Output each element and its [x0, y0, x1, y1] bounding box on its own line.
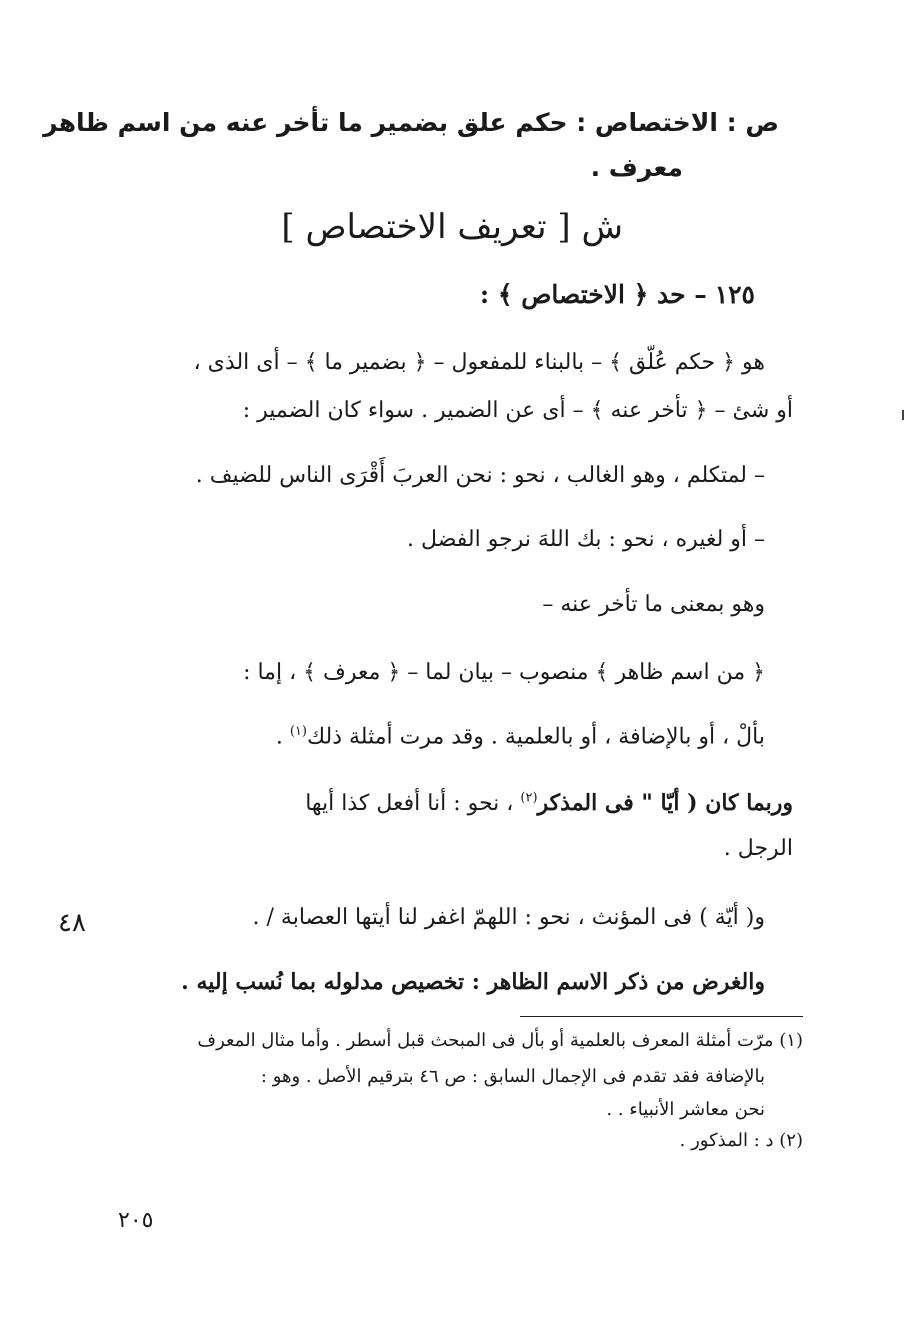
- scan-edge-mark: [902, 410, 904, 420]
- body-line-6: ﴿ من اسم ظاهر ﴾ منصوب – بيان لما – ﴿ معرف ﴾ ، إما :: [243, 660, 765, 685]
- body-line-7-text: بألْ ، أو بالإضافة ، أو بالعلمية . وقد مرت أمثلة ذلك: [306, 724, 765, 750]
- footnote-ref-1: (١): [289, 724, 307, 739]
- body-line-11: والغرض من ذكر الاسم الظاهر : تخصيص مدلوله بما نُسب إليه .: [181, 969, 765, 995]
- page-number: ٢٠٥: [118, 1208, 154, 1233]
- rule-number: ١٢٥: [714, 280, 755, 309]
- footnote-1-line-1: (١) مرّت أمثلة المعرف بالعلمية أو بأل فى المبحث قبل أسطر . وأما مثال المعرف: [197, 1030, 803, 1051]
- matn-line-2: معرف .: [590, 153, 683, 182]
- footnote-ref-2: (٢): [520, 790, 538, 806]
- body-line-3: – لمتكلم ، وهو الغالب ، نحو : نحن العربَ أَقْرَى الناس للضيف .: [195, 463, 765, 488]
- body-line-5: وهو بمعنى ما تأخر عنه –: [542, 592, 765, 617]
- body-line-1: هو ﴿ حكم عُلّق ﴾ – بالبناء للمفعول – ﴿ بضمير ما ﴾ – أى الذى ،: [193, 350, 765, 375]
- body-line-7-end: .: [275, 724, 290, 750]
- footnote-1-line-2: بالإضافة فقد تقدم فى الإجمال السابق : ص ٤٦ بترقيم الأصل . وهو :: [260, 1066, 765, 1087]
- body-line-7: [276, 724, 765, 749]
- body-line-8: [305, 790, 793, 816]
- footnote-2: (٢) د : المذكور .: [679, 1130, 803, 1151]
- footnote-divider: [520, 1016, 803, 1017]
- rule-title: – حد ﴿ الاختصاص ﴾ :: [479, 280, 707, 309]
- footnote-1-line-3: نحن معاشر الأنبياء . .: [606, 1099, 765, 1120]
- body-line-8-start: وربما كان ( أيّا " فى المذكر: [537, 790, 793, 816]
- body-line-10: و( أيّة ) فى المؤنث ، نحو : اللهمّ اغفر لنا أيتها العصابة / .: [252, 905, 765, 930]
- body-line-9: الرجل .: [723, 836, 793, 861]
- margin-number: ٤٨: [58, 908, 86, 938]
- rule-heading: [480, 280, 755, 309]
- body-line-8-end: ، نحو : أنا أفعل كذا أيها: [305, 791, 521, 816]
- body-line-2: أو شئ – ﴿ تأخر عنه ﴾ – أى عن الضمير . سواء كان الضمير :: [242, 398, 793, 423]
- matn-line-1: ص : الاختصاص : حكم علق بضمير ما تأخر عنه من اسم ظاهر: [43, 108, 779, 137]
- body-line-4: – أو لغيره ، نحو : بك اللهَ نرجو الفضل .: [407, 527, 765, 552]
- section-heading: ش [ تعريف الاختصاص ]: [281, 207, 623, 247]
